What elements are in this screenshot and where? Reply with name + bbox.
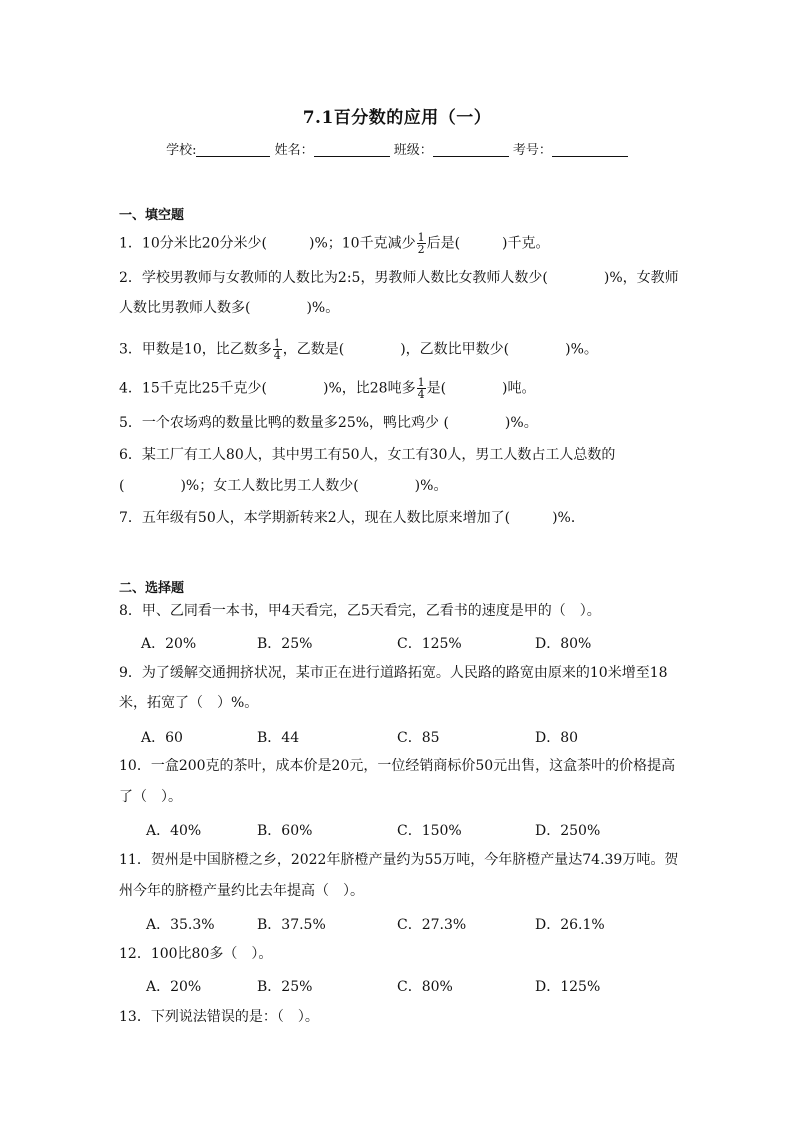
fraction-one-half bbox=[417, 232, 426, 255]
question-4-text-a: 4．15千克比25千克少( )%，比28吨多 bbox=[119, 380, 416, 397]
question-11-option-b[interactable]: B．37.5% bbox=[257, 917, 326, 933]
question-9-option-b[interactable]: B．44 bbox=[257, 730, 300, 746]
exam-no-blank[interactable] bbox=[552, 143, 628, 157]
fraction-one-quarter bbox=[417, 377, 426, 400]
class-label: 班级： bbox=[393, 143, 433, 158]
question-9-line-1: 9．为了缓解交通拥挤状况，某市正在进行道路拓宽。人民路的路宽由原来的10米增至18 bbox=[119, 665, 668, 681]
question-3 bbox=[119, 338, 679, 361]
question-9-line-2: 米，拓宽了（ ）%。 bbox=[119, 695, 259, 711]
fraction-numerator: 1 bbox=[273, 337, 281, 350]
question-4-text-b: 是( )吨。 bbox=[426, 380, 536, 397]
question-2-line-2: 人数比男教师人数多( )%。 bbox=[119, 300, 340, 316]
question-3-text-b: ，乙数是( )，乙数比甲数少( )%。 bbox=[282, 341, 598, 358]
school-label: 学校: bbox=[166, 143, 197, 158]
question-5: 5．一个农场鸡的数量比鸭的数量多25%，鸭比鸡少 ( )%。 bbox=[119, 415, 538, 431]
fraction-denominator: 2 bbox=[417, 243, 425, 256]
question-3-text-a: 3．甲数是10，比乙数多 bbox=[119, 341, 272, 358]
section-choice-heading: 二、选择题 bbox=[119, 581, 185, 596]
name-label: 姓名： bbox=[274, 143, 314, 158]
question-6-line-2: ( )%；女工人数比男工人数少( )%。 bbox=[119, 478, 448, 494]
question-12-option-b[interactable]: B．25% bbox=[257, 979, 313, 995]
question-11-line-1: 11．贺州是中国脐橙之乡，2022年脐橙产量约为55万吨，今年脐橙产量达74.39万吨。贺 bbox=[119, 852, 679, 868]
question-8-option-d[interactable]: D．80% bbox=[535, 636, 592, 652]
question-10-option-b[interactable]: B．60% bbox=[257, 823, 313, 839]
question-1-text-b: 后是( )千克。 bbox=[426, 235, 550, 252]
question-10-line-2: 了（ ）。 bbox=[119, 789, 182, 805]
question-4 bbox=[119, 377, 679, 400]
question-6-line-1: 6．某工厂有工人80人，其中男工有50人，女工有30人，男工人数占工人总数的 bbox=[119, 447, 616, 463]
fraction-one-quarter bbox=[273, 338, 282, 361]
section-fill-heading: 一、填空题 bbox=[119, 208, 185, 223]
question-8-option-c[interactable]: C．125% bbox=[397, 636, 462, 652]
question-12-option-d[interactable]: D．125% bbox=[535, 979, 601, 995]
fraction-numerator: 1 bbox=[417, 376, 425, 389]
fraction-denominator: 4 bbox=[273, 349, 281, 362]
question-8-option-a[interactable]: A．20% bbox=[141, 636, 197, 652]
question-1-text-a: 1．10分米比20分米少( )%；10千克减少 bbox=[119, 235, 416, 252]
question-12-option-c[interactable]: C．80% bbox=[397, 979, 453, 995]
question-11-option-d[interactable]: D．26.1% bbox=[535, 917, 605, 933]
question-11-option-a[interactable]: A．35.3% bbox=[146, 917, 215, 933]
page-title: 7.1百分数的应用（一） bbox=[302, 108, 492, 128]
question-7: 7．五年级有50人，本学期新转来2人，现在人数比原来增加了( )%． bbox=[119, 510, 585, 526]
question-12-option-a[interactable]: A．20% bbox=[146, 979, 202, 995]
school-blank[interactable] bbox=[196, 143, 270, 157]
question-10-line-1: 10．一盒200克的茶叶，成本价是20元，一位经销商标价50元出售，这盒茶叶的价格提高 bbox=[119, 758, 676, 774]
question-2-line-1: 2．学校男教师与女教师的人数比为2:5，男教师人数比女教师人数少( )%，女教师 bbox=[119, 270, 679, 286]
question-9-option-c[interactable]: C．85 bbox=[397, 730, 440, 746]
question-10-option-a[interactable]: A．40% bbox=[146, 823, 202, 839]
question-10-option-d[interactable]: D．250% bbox=[535, 823, 601, 839]
question-8: 8．甲、乙同看一本书，甲4天看完，乙5天看完，乙看书的速度是甲的（ ）。 bbox=[119, 603, 601, 619]
fraction-denominator: 4 bbox=[417, 388, 425, 401]
exam-no-label: 考号： bbox=[512, 143, 552, 158]
question-11-option-c[interactable]: C．27.3% bbox=[397, 917, 467, 933]
fraction-numerator: 1 bbox=[417, 231, 425, 244]
question-9-option-d[interactable]: D．80 bbox=[535, 730, 579, 746]
question-11-line-2: 州今年的脐橙产量约比去年提高（ ）。 bbox=[119, 883, 364, 899]
question-1 bbox=[119, 232, 679, 255]
class-blank[interactable] bbox=[433, 143, 509, 157]
question-10-option-c[interactable]: C．150% bbox=[397, 823, 462, 839]
question-8-option-b[interactable]: B．25% bbox=[257, 636, 313, 652]
name-blank[interactable] bbox=[314, 143, 390, 157]
question-12: 12．100比80多（ ）。 bbox=[119, 946, 273, 962]
student-info-line bbox=[0, 139, 794, 158]
question-9-option-a[interactable]: A．60 bbox=[141, 730, 183, 746]
question-13: 13．下列说法错误的是：（ ）。 bbox=[119, 1009, 319, 1025]
